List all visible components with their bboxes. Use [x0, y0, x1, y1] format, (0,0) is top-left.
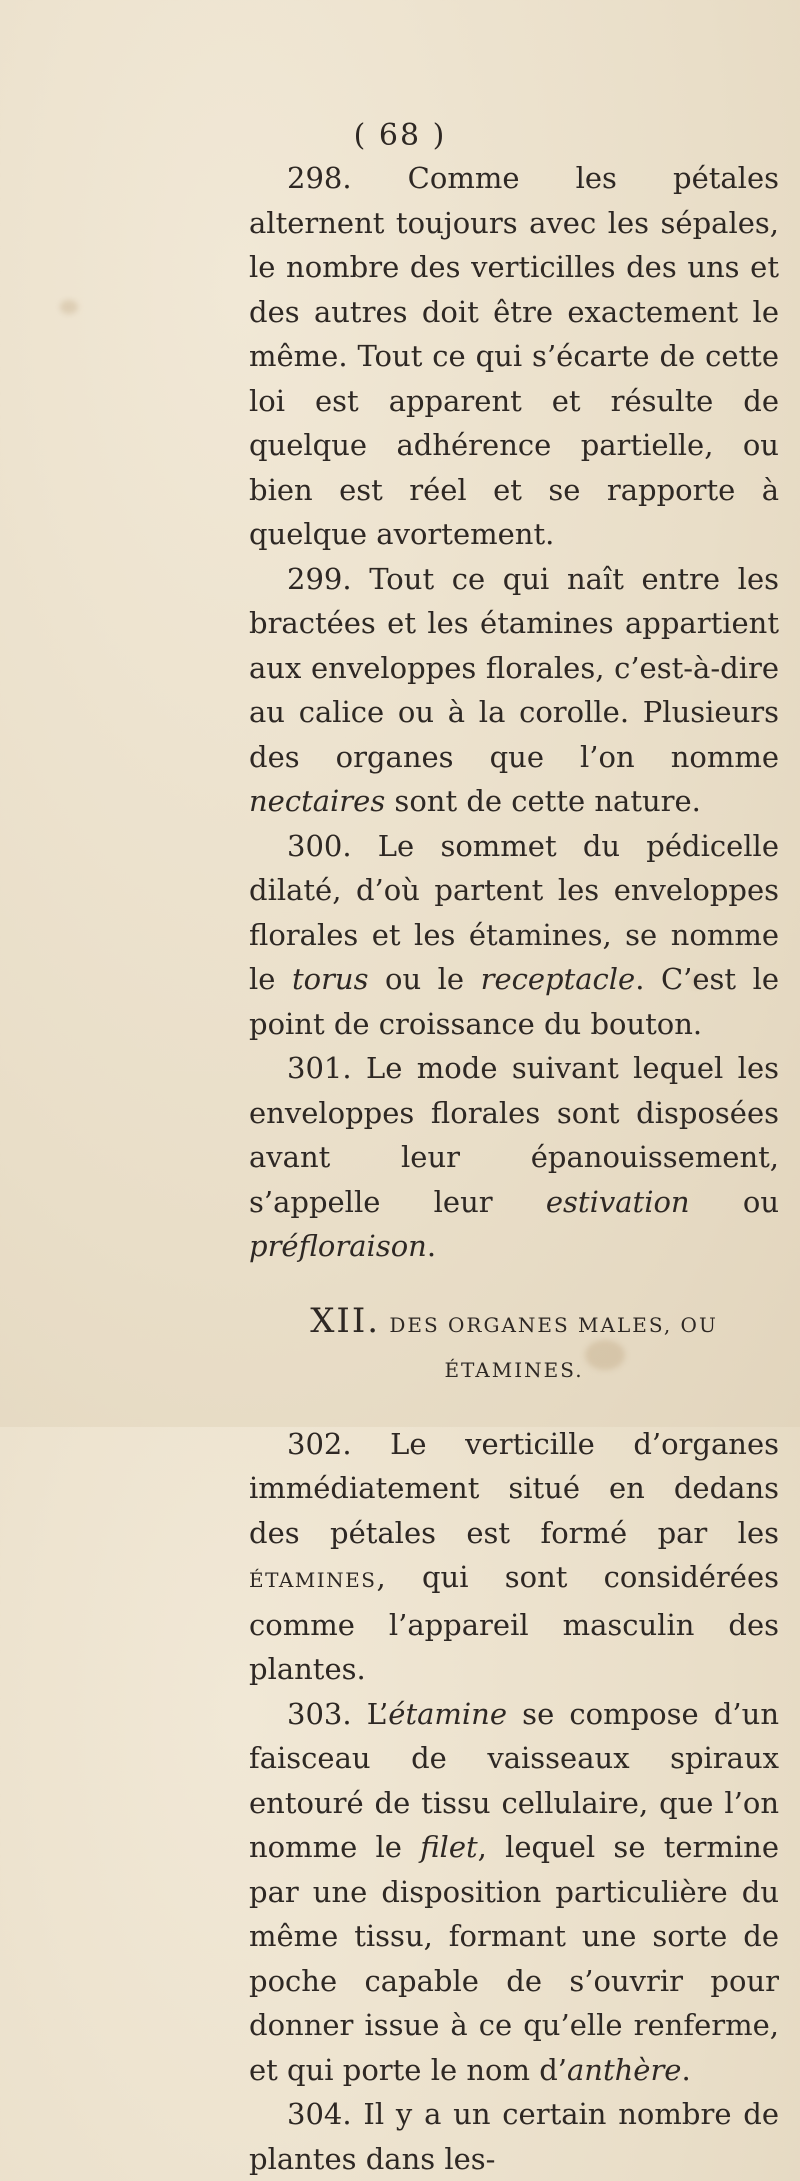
italic-term: receptacle [480, 962, 636, 996]
paragraph-text: 304. Il y a un certain nombre de plantes dans les- [249, 2097, 779, 2176]
paragraph-302 [249, 1422, 779, 1692]
paragraph-299 [249, 557, 779, 824]
italic-term: filet [420, 1830, 478, 1864]
section-heading [249, 1299, 779, 1392]
paragraph-text: 299. Tout ce qui naît entre les bractées et les étamines appartient aux enveloppes florales, c’est-à-dire au calice ou à la corolle. Plusieurs des organes que l’on nomme [249, 561, 779, 774]
section-number: XII. [310, 1300, 381, 1341]
paragraph-text: . [681, 2052, 691, 2087]
smallcaps-term: ÉTAMINES [249, 1568, 377, 1592]
paragraph-text: 298. Comme les pétales alternent toujours avec les sépales, le nombre des verticilles des uns et des autres doit être exactement le même. Tout ce qui s’écarte de cette loi est apparent et résulte de quelque adhérence partielle, ou bien est réel et se rapporte à quelque avortement. [249, 161, 779, 551]
italic-term: étamine [388, 1696, 507, 1731]
paragraph-text: , lequel se termine par une disposition particulière du même tissu, formant une sorte de poche capable de s’ouvrir pour donner issue à ce qu’elle renferme, et qui porte le nom d’ [249, 1830, 780, 2087]
paragraph-text: ou [689, 1184, 780, 1219]
italic-term: torus [291, 962, 369, 996]
body-text [249, 156, 779, 2181]
paragraph-303 [249, 1692, 779, 2093]
paragraph-text: . C’est le point de croissance du bouton. [249, 962, 780, 1041]
paragraph-text: sont de cette nature. [385, 784, 701, 818]
page-number: ( 68 ) [353, 118, 447, 153]
paragraph-301 [249, 1046, 779, 1269]
italic-term: anthère [566, 2052, 682, 2087]
italic-term: nectaires [249, 784, 386, 818]
paragraph-304 [249, 2092, 779, 2181]
paragraph-text: 300. Le sommet du pédicelle dilaté, d’où partent les enveloppes florales et les étamines, se nomme le [249, 828, 779, 996]
section-title: DES ORGANES MALES, OU ÉTAMINES. [389, 1312, 718, 1382]
paragraph-text: 302. Le verticille d’organes immédiatement situé en dedans des pétales est formé par les [249, 1426, 779, 1550]
paragraph-text: se compose d’un faisceau de vaisseaux spiraux entouré de tissu cellulaire, que l’on nomme le [249, 1696, 779, 1864]
paragraph-text: , qui sont considérées comme l’appareil masculin des plantes. [249, 1560, 779, 1686]
paragraph-text: ou le [368, 962, 481, 996]
paragraph-text: 303. L’ [287, 1696, 389, 1731]
paper-stain [60, 300, 78, 314]
paragraph-text: 301. Le mode suivant lequel les enveloppes florales sont disposées avant leur épanouissement, s’appelle leur [249, 1051, 779, 1219]
paragraph-298 [249, 156, 779, 557]
paragraph-text: . [426, 1229, 437, 1263]
paragraph-300 [249, 824, 779, 1047]
italic-term: préfloraison [249, 1229, 427, 1263]
italic-term: estivation [545, 1184, 690, 1219]
